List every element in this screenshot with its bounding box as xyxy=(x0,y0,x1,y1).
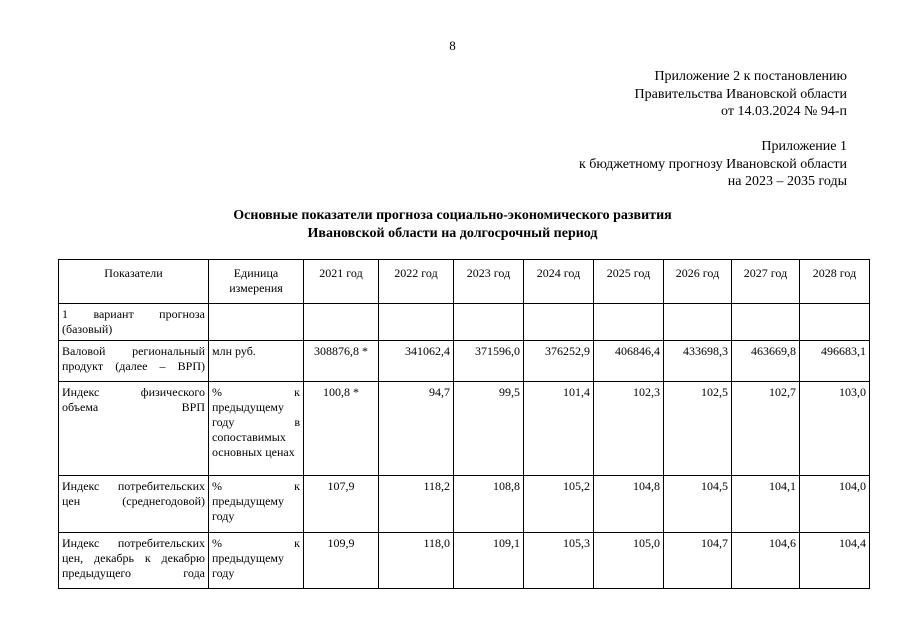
value-2025: 406846,4 xyxy=(594,341,664,382)
annex-2-header xyxy=(635,68,847,121)
page-number: 8 xyxy=(449,38,456,53)
forecast-table xyxy=(58,259,870,589)
table-row-grp-index xyxy=(59,382,870,476)
unit-cell: млн руб. xyxy=(209,341,304,382)
value-2024: 105,3 xyxy=(524,533,594,589)
indicator-cell: Валовой региональный продукт (далее – ВРП) xyxy=(59,341,209,382)
value-2021: 308876,8 * xyxy=(304,341,379,382)
value-2027: 104,6 xyxy=(732,533,800,589)
table-section-row xyxy=(59,304,870,341)
value-2021: 100,8 * xyxy=(304,382,379,476)
value-2022: 118,0 xyxy=(379,533,454,589)
value-2026: 102,5 xyxy=(664,382,732,476)
value-2028: 104,4 xyxy=(800,533,870,589)
empty-cell xyxy=(454,304,524,341)
value-2026: 104,5 xyxy=(664,476,732,533)
value-2023: 99,5 xyxy=(454,382,524,476)
annex-2-line-3: от 14.03.2024 № 94-п xyxy=(721,104,847,119)
unit-cell: % к предыдущему году xyxy=(209,533,304,589)
value-2028: 104,0 xyxy=(800,476,870,533)
value-2023: 108,8 xyxy=(454,476,524,533)
header-2028: 2028 год xyxy=(800,260,870,304)
header-2026: 2026 год xyxy=(664,260,732,304)
header-indicator: Показатели xyxy=(59,260,209,304)
value-2025: 104,8 xyxy=(594,476,664,533)
value-2023: 109,1 xyxy=(454,533,524,589)
indicator-cell: Индекс физического объема ВРП xyxy=(59,382,209,476)
value-2026: 433698,3 xyxy=(664,341,732,382)
value-2027: 102,7 xyxy=(732,382,800,476)
section-label: 1 вариант прогноза (базовый) xyxy=(59,304,209,341)
header-2023: 2023 год xyxy=(454,260,524,304)
empty-cell xyxy=(379,304,454,341)
empty-cell xyxy=(524,304,594,341)
value-2021: 107,9 xyxy=(304,476,379,533)
document-title xyxy=(0,207,905,242)
empty-cell xyxy=(664,304,732,341)
header-unit: Единица измерения xyxy=(209,260,304,304)
table-row-cpi-december xyxy=(59,533,870,589)
value-2027: 463669,8 xyxy=(732,341,800,382)
empty-cell xyxy=(594,304,664,341)
value-2026: 104,7 xyxy=(664,533,732,589)
header-2027: 2027 год xyxy=(732,260,800,304)
empty-cell xyxy=(800,304,870,341)
value-2022: 341062,4 xyxy=(379,341,454,382)
value-2022: 94,7 xyxy=(379,382,454,476)
table-row-cpi xyxy=(59,476,870,533)
header-2022: 2022 год xyxy=(379,260,454,304)
annex-1-line-2: к бюджетному прогнозу Ивановской области xyxy=(578,156,847,172)
table-row-grp xyxy=(59,341,870,382)
header-2024: 2024 год xyxy=(524,260,594,304)
empty-cell xyxy=(209,304,304,341)
document-title-line-1: Основные показатели прогноза социально-экономического развития xyxy=(233,208,672,223)
value-2024: 101,4 xyxy=(524,382,594,476)
value-2027: 104,1 xyxy=(732,476,800,533)
unit-cell: % к предыдущему году xyxy=(209,476,304,533)
value-2023: 371596,0 xyxy=(454,341,524,382)
value-2025: 105,0 xyxy=(594,533,664,589)
unit-cell: % к предыдущему году в сопоставимых основных ценах xyxy=(209,382,304,476)
value-2021: 109,9 xyxy=(304,533,379,589)
document-title-line-2: Ивановской области на долгосрочный период xyxy=(307,225,598,241)
header-2021: 2021 год xyxy=(304,260,379,304)
indicator-cell: Индекс потребительских цен (среднегодовой) xyxy=(59,476,209,533)
value-2022: 118,2 xyxy=(379,476,454,533)
value-2028: 496683,1 xyxy=(800,341,870,382)
value-2025: 102,3 xyxy=(594,382,664,476)
table-header-row xyxy=(59,260,870,304)
annex-2-line-2: Правительства Ивановской области xyxy=(634,86,847,102)
header-2025: 2025 год xyxy=(594,260,664,304)
annex-2-line-1: Приложение 2 к постановлению xyxy=(654,69,847,84)
annex-1-line-1: Приложение 1 xyxy=(761,139,847,154)
indicator-cell: Индекс потребительских цен, декабрь к декабрю предыдущего года xyxy=(59,533,209,589)
value-2024: 376252,9 xyxy=(524,341,594,382)
annex-1-line-3: на 2023 – 2035 годы xyxy=(727,174,847,189)
empty-cell xyxy=(304,304,379,341)
value-2028: 103,0 xyxy=(800,382,870,476)
empty-cell xyxy=(732,304,800,341)
annex-1-header xyxy=(579,138,847,191)
value-2024: 105,2 xyxy=(524,476,594,533)
